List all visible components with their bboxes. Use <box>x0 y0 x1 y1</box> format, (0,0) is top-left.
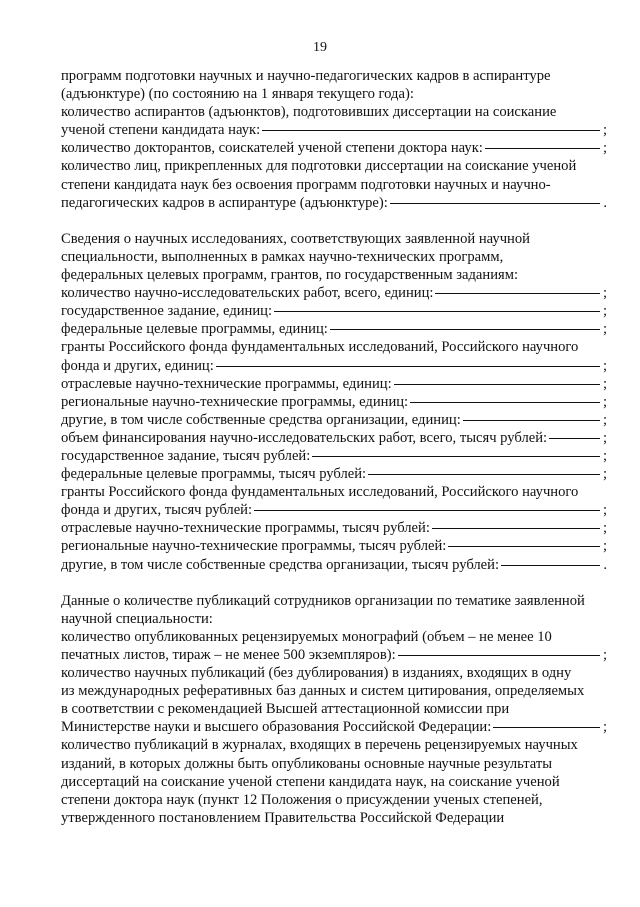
line-end-punct: ; <box>602 502 607 519</box>
field-line <box>61 556 607 574</box>
line-end-punct: ; <box>602 393 607 410</box>
text-line: (адъюнктуре) (по состоянию на 1 января текущего года): <box>61 86 414 103</box>
blank-field[interactable] <box>312 456 600 457</box>
text-line: диссертаций на соискание ученой степени кандидата наук, на соискание ученой <box>61 773 560 790</box>
line-end-punct: ; <box>602 447 607 464</box>
field-line <box>61 121 607 139</box>
line-end-punct: ; <box>602 140 607 157</box>
field-label: количество научно-исследовательских работ, всего, единиц: <box>61 285 434 302</box>
text-line: гранты Российского фонда фундаментальных исследований, Российского научного <box>61 339 579 356</box>
text-line: степени кандидата наук без освоения программ подготовки научных и научно- <box>61 176 551 193</box>
field-label: педагогических кадров в аспирантуре (адъюнктуре): <box>61 194 388 211</box>
field-line <box>61 284 607 302</box>
blank-field[interactable] <box>216 366 600 367</box>
text-line: утвержденного постановлением Правительства Российской Федерации <box>61 809 505 826</box>
line-end-punct: ; <box>602 122 607 139</box>
line-end-punct: ; <box>602 303 607 320</box>
document-body <box>61 67 607 827</box>
field-line <box>61 411 607 429</box>
field-label: другие, в том числе собственные средства организации, тысяч рублей: <box>61 556 500 573</box>
blank-field[interactable] <box>274 311 600 312</box>
line-end-punct: ; <box>602 538 607 555</box>
text-line: количество публикаций в журналах, входящих в перечень рецензируемых научных <box>61 737 578 754</box>
field-line <box>61 357 607 375</box>
line-end-punct: . <box>603 556 607 573</box>
text-line: количество лиц, прикрепленных для подготовки диссертации на соискание ученой <box>61 158 577 175</box>
line-end-punct: ; <box>602 375 607 392</box>
blank-field[interactable] <box>394 384 600 385</box>
field-line <box>61 429 607 447</box>
text-line: гранты Российского фонда фундаментальных исследований, Российского научного <box>61 484 579 501</box>
field-line <box>61 519 607 537</box>
text-line: специальности, выполненных в рамках научно-технических программ, <box>61 248 504 265</box>
field-label: фонда и других, единиц: <box>61 357 214 374</box>
blank-field[interactable] <box>398 655 600 656</box>
blank-field[interactable] <box>501 565 600 566</box>
text-line: изданий, в которых должны быть опубликованы основные научные результаты <box>61 755 553 772</box>
blank-field[interactable] <box>485 148 600 149</box>
field-label: количество докторантов, соискателей ученой степени доктора наук: <box>61 140 483 157</box>
field-line <box>61 537 607 555</box>
blank-field[interactable] <box>549 438 600 439</box>
line-end-punct: ; <box>602 357 607 374</box>
blank-field[interactable] <box>410 402 600 403</box>
blank-field[interactable] <box>368 474 600 475</box>
line-end-punct: . <box>603 194 607 211</box>
text-line: из международных реферативных баз данных и систем цитирования, определяемых <box>61 683 585 700</box>
field-line <box>61 447 607 465</box>
blank-field[interactable] <box>390 203 601 204</box>
blank-field[interactable] <box>435 293 599 294</box>
field-label: федеральные целевые программы, тысяч рублей: <box>61 466 367 483</box>
field-label: фонда и других, тысяч рублей: <box>61 502 253 519</box>
blank-field[interactable] <box>432 528 600 529</box>
text-line: количество опубликованных рецензируемых монографий (объем – не менее 10 <box>61 628 552 645</box>
line-end-punct: ; <box>602 520 607 537</box>
line-end-punct: ; <box>602 466 607 483</box>
field-line <box>61 302 607 320</box>
field-line <box>61 465 607 483</box>
field-line <box>61 718 607 736</box>
text-line: степени доктора наук (пункт 12 Положения о присуждении ученых степеней, <box>61 791 543 808</box>
blank-field[interactable] <box>448 546 600 547</box>
field-label: Министерстве науки и высшего образования Российской Федерации: <box>61 719 492 736</box>
line-end-punct: ; <box>602 411 607 428</box>
field-label: отраслевые научно-технические программы, единиц: <box>61 375 392 392</box>
text-line: программ подготовки научных и научно-педагогических кадров в аспирантуре <box>61 68 551 84</box>
blank-field[interactable] <box>254 510 600 511</box>
field-line <box>61 375 607 393</box>
field-label: отраслевые научно-технические программы, тысяч рублей: <box>61 520 430 537</box>
text-line: количество аспирантов (адъюнктов), подготовивших диссертации на соискание <box>61 104 557 121</box>
field-line <box>61 393 607 411</box>
text-line: Данные о количестве публикаций сотрудников организации по тематике заявленной <box>61 592 585 609</box>
field-label: государственное задание, единиц: <box>61 303 273 320</box>
field-line <box>61 320 607 338</box>
text-line: федеральных целевых программ, грантов, по государственным заданиям: <box>61 267 519 284</box>
page-number: 19 <box>313 40 327 55</box>
line-end-punct: ; <box>602 429 607 446</box>
text-line: в соответствии с рекомендацией Высшей аттестационной комиссии при <box>61 701 510 718</box>
text-line: количество научных публикаций (без дублирования) в изданиях, входящих в одну <box>61 665 572 682</box>
blank-field[interactable] <box>463 420 600 421</box>
text-line: научной специальности: <box>61 610 213 627</box>
field-line <box>61 646 607 664</box>
field-label: объем финансирования научно-исследовательских работ, всего, тысяч рублей: <box>61 429 548 446</box>
line-end-punct: ; <box>602 647 607 663</box>
field-label: ученой степени кандидата наук: <box>61 122 261 139</box>
line-end-punct: ; <box>602 719 607 736</box>
blank-field[interactable] <box>330 329 600 330</box>
text-line: Сведения о научных исследованиях, соответствующих заявленной научной <box>61 230 530 247</box>
field-label: региональные научно-технические программы, единиц: <box>61 393 409 410</box>
field-label: государственное задание, тысяч рублей: <box>61 447 311 464</box>
field-label: федеральные целевые программы, единиц: <box>61 321 328 338</box>
field-label: другие, в том числе собственные средства организации, единиц: <box>61 411 461 428</box>
blank-field[interactable] <box>262 130 600 131</box>
field-line <box>61 139 607 157</box>
line-end-punct: ; <box>602 321 607 338</box>
line-end-punct: ; <box>602 285 607 302</box>
field-label: печатных листов, тираж – не менее 500 экземпляров): <box>61 647 396 663</box>
field-label: региональные научно-технические программы, тысяч рублей: <box>61 538 447 555</box>
field-line <box>61 194 607 212</box>
blank-field[interactable] <box>493 727 600 728</box>
field-line <box>61 501 607 519</box>
